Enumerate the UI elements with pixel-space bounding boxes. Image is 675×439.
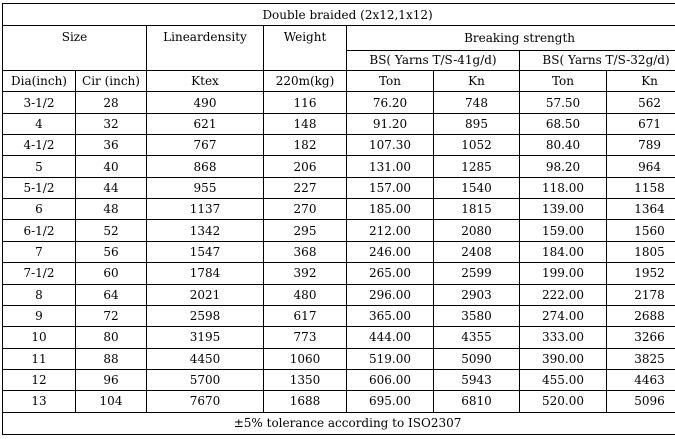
header-size: Size	[3, 26, 147, 71]
header-ton-32: Ton	[520, 71, 607, 92]
cell-ton-41: 606.00	[347, 369, 434, 390]
cell-dia: 3-1/2	[3, 92, 76, 113]
cell-weight: 1688	[264, 391, 347, 412]
table-row	[3, 92, 675, 113]
cell-cir: 32	[76, 113, 147, 134]
cell-ton-32: 80.40	[520, 135, 607, 156]
cell-weight: 206	[264, 156, 347, 177]
table-row	[3, 220, 675, 241]
cell-ton-32: 199.00	[520, 263, 607, 284]
cell-kn-41: 2599	[434, 263, 520, 284]
header-bs-32: BS( Yarns T/S-32g/d)	[520, 50, 675, 70]
cell-dia: 4	[3, 113, 76, 134]
cell-weight: 295	[264, 220, 347, 241]
cell-ton-32: 222.00	[520, 284, 607, 305]
cell-ktex: 1784	[147, 263, 264, 284]
cell-kn-41: 6810	[434, 391, 520, 412]
cell-weight: 480	[264, 284, 347, 305]
cell-kn-32: 3266	[607, 327, 675, 348]
cell-cir: 52	[76, 220, 147, 241]
cell-kn-41: 2080	[434, 220, 520, 241]
cell-dia: 11	[3, 348, 76, 369]
cell-ktex: 955	[147, 177, 264, 198]
cell-ton-41: 107.30	[347, 135, 434, 156]
cell-kn-32: 1158	[607, 177, 675, 198]
cell-cir: 64	[76, 284, 147, 305]
table-row	[3, 327, 675, 348]
cell-dia: 7	[3, 241, 76, 262]
cell-kn-32: 671	[607, 113, 675, 134]
cell-ktex: 5700	[147, 369, 264, 390]
header-bs-41: BS( Yarns T/S-41g/d)	[347, 50, 520, 70]
cell-kn-32: 1364	[607, 199, 675, 220]
tolerance-note: ±5% tolerance according to ISO2307	[3, 412, 675, 434]
cell-ktex: 1342	[147, 220, 264, 241]
cell-dia: 4-1/2	[3, 135, 76, 156]
cell-weight: 1060	[264, 348, 347, 369]
table-row	[3, 156, 675, 177]
cell-weight: 182	[264, 135, 347, 156]
cell-ton-32: 184.00	[520, 241, 607, 262]
cell-ktex: 621	[147, 113, 264, 134]
header-kn-41: Kn	[434, 71, 520, 92]
cell-cir: 60	[76, 263, 147, 284]
cell-dia: 12	[3, 369, 76, 390]
table-row	[3, 263, 675, 284]
cell-dia: 9	[3, 305, 76, 326]
cell-ton-41: 296.00	[347, 284, 434, 305]
table-title: Double braided (2x12,1x12)	[3, 4, 675, 26]
cell-dia: 5	[3, 156, 76, 177]
cell-kn-32: 5096	[607, 391, 675, 412]
header-weight-unit: 220m(kg)	[264, 71, 347, 92]
cell-ktex: 868	[147, 156, 264, 177]
cell-ton-41: 695.00	[347, 391, 434, 412]
cell-kn-32: 1560	[607, 220, 675, 241]
cell-weight: 116	[264, 92, 347, 113]
cell-ktex: 1547	[147, 241, 264, 262]
cell-kn-41: 2903	[434, 284, 520, 305]
cell-ton-32: 159.00	[520, 220, 607, 241]
cell-weight: 270	[264, 199, 347, 220]
cell-ton-32: 520.00	[520, 391, 607, 412]
cell-ton-32: 57.50	[520, 92, 607, 113]
cell-ton-41: 185.00	[347, 199, 434, 220]
cell-ton-41: 76.20	[347, 92, 434, 113]
cell-ton-32: 333.00	[520, 327, 607, 348]
cell-cir: 80	[76, 327, 147, 348]
cell-ktex: 4450	[147, 348, 264, 369]
cell-ton-41: 157.00	[347, 177, 434, 198]
cell-kn-41: 895	[434, 113, 520, 134]
cell-kn-32: 964	[607, 156, 675, 177]
cell-weight: 368	[264, 241, 347, 262]
cell-ton-41: 519.00	[347, 348, 434, 369]
cell-ktex: 2021	[147, 284, 264, 305]
cell-ton-41: 212.00	[347, 220, 434, 241]
cell-cir: 96	[76, 369, 147, 390]
cell-ton-32: 390.00	[520, 348, 607, 369]
cell-weight: 1350	[264, 369, 347, 390]
cell-ton-41: 365.00	[347, 305, 434, 326]
header-ktex: Ktex	[147, 71, 264, 92]
header-cir: Cir (inch)	[76, 71, 147, 92]
cell-cir: 88	[76, 348, 147, 369]
cell-kn-32: 4463	[607, 369, 675, 390]
table-row	[3, 305, 675, 326]
table-row	[3, 284, 675, 305]
cell-weight: 227	[264, 177, 347, 198]
cell-kn-41: 1052	[434, 135, 520, 156]
cell-cir: 104	[76, 391, 147, 412]
cell-ton-41: 444.00	[347, 327, 434, 348]
cell-ton-32: 274.00	[520, 305, 607, 326]
cell-ktex: 767	[147, 135, 264, 156]
cell-kn-32: 789	[607, 135, 675, 156]
cell-kn-41: 1815	[434, 199, 520, 220]
cell-kn-32: 2178	[607, 284, 675, 305]
rope-spec-table	[2, 3, 675, 435]
table-row	[3, 391, 675, 412]
cell-ton-41: 91.20	[347, 113, 434, 134]
cell-dia: 13	[3, 391, 76, 412]
cell-kn-41: 5090	[434, 348, 520, 369]
cell-ktex: 7670	[147, 391, 264, 412]
cell-dia: 10	[3, 327, 76, 348]
cell-cir: 48	[76, 199, 147, 220]
cell-ton-32: 118.00	[520, 177, 607, 198]
cell-ton-41: 246.00	[347, 241, 434, 262]
cell-ton-32: 139.00	[520, 199, 607, 220]
cell-kn-41: 5943	[434, 369, 520, 390]
cell-kn-32: 562	[607, 92, 675, 113]
cell-cir: 72	[76, 305, 147, 326]
table-row	[3, 241, 675, 262]
cell-ton-32: 98.20	[520, 156, 607, 177]
table-row	[3, 348, 675, 369]
cell-kn-41: 1285	[434, 156, 520, 177]
cell-kn-41: 1540	[434, 177, 520, 198]
cell-kn-32: 1805	[607, 241, 675, 262]
cell-kn-32: 1952	[607, 263, 675, 284]
cell-kn-41: 3580	[434, 305, 520, 326]
cell-kn-41: 2408	[434, 241, 520, 262]
cell-ton-32: 455.00	[520, 369, 607, 390]
cell-weight: 392	[264, 263, 347, 284]
cell-ktex: 3195	[147, 327, 264, 348]
table-row	[3, 135, 675, 156]
cell-dia: 5-1/2	[3, 177, 76, 198]
cell-ktex: 2598	[147, 305, 264, 326]
header-weight: Weight	[264, 26, 347, 71]
header-linear-density: Lineardensity	[147, 26, 264, 71]
header-breaking-strength: Breaking strength	[347, 26, 675, 50]
cell-dia: 6-1/2	[3, 220, 76, 241]
table-row	[3, 177, 675, 198]
cell-cir: 36	[76, 135, 147, 156]
cell-cir: 44	[76, 177, 147, 198]
cell-kn-41: 748	[434, 92, 520, 113]
cell-weight: 617	[264, 305, 347, 326]
cell-ton-41: 131.00	[347, 156, 434, 177]
cell-cir: 40	[76, 156, 147, 177]
cell-dia: 7-1/2	[3, 263, 76, 284]
cell-kn-32: 2688	[607, 305, 675, 326]
cell-ton-32: 68.50	[520, 113, 607, 134]
cell-weight: 148	[264, 113, 347, 134]
cell-ktex: 1137	[147, 199, 264, 220]
cell-cir: 56	[76, 241, 147, 262]
header-kn-32: Kn	[607, 71, 675, 92]
table-row	[3, 199, 675, 220]
cell-ton-41: 265.00	[347, 263, 434, 284]
table-row	[3, 369, 675, 390]
cell-kn-41: 4355	[434, 327, 520, 348]
cell-dia: 8	[3, 284, 76, 305]
table-row	[3, 113, 675, 134]
cell-dia: 6	[3, 199, 76, 220]
cell-kn-32: 3825	[607, 348, 675, 369]
cell-cir: 28	[76, 92, 147, 113]
header-ton-41: Ton	[347, 71, 434, 92]
cell-ktex: 490	[147, 92, 264, 113]
cell-weight: 773	[264, 327, 347, 348]
header-dia: Dia(inch)	[3, 71, 76, 92]
